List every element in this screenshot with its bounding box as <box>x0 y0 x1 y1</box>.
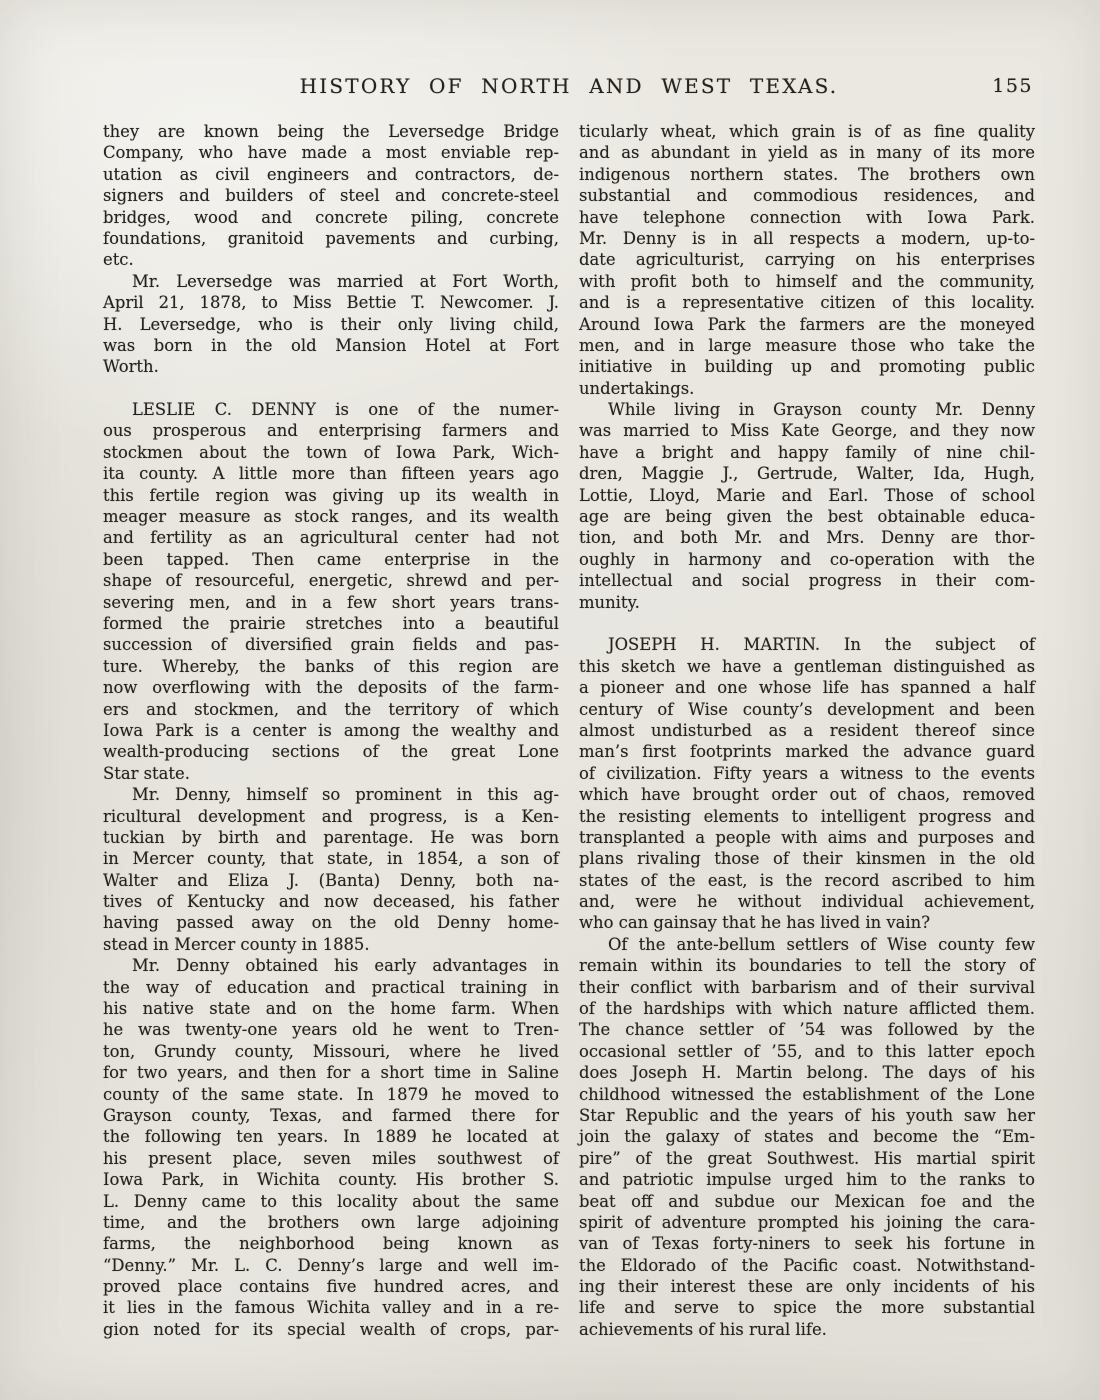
text-line: man’s first footprints marked the advance guard <box>579 742 1035 762</box>
paragraph <box>103 271 559 378</box>
text-line: the following ten years. In 1889 he located at <box>103 1127 559 1147</box>
text-line: spirit of adventure prompted his joining the cara- <box>579 1212 1035 1232</box>
text-line: While living in Grayson county Mr. Denny <box>608 400 1035 420</box>
text-line: ing their interest these are only incidents of his <box>579 1277 1035 1297</box>
text-line: intellectual and social progress in their com- <box>579 571 1035 591</box>
text-line: H. Leversedge, who is their only living child, <box>103 314 559 334</box>
text-line: beat off and subdue our Mexican foe and the <box>579 1191 1035 1211</box>
text-line: Grayson county, Texas, and farmed there for <box>103 1105 559 1125</box>
text-line: proved place contains five hundred acres, and <box>103 1277 559 1297</box>
text-line: and as abundant in yield as in many of its more <box>579 143 1035 163</box>
text-line: having passed away on the old Denny home- <box>103 913 559 933</box>
text-line: “Denny.” Mr. L. C. Denny’s large and well im- <box>103 1255 559 1275</box>
text-line: the Eldorado of the Pacific coast. Notwithstand- <box>579 1255 1035 1275</box>
text-line: meager measure as stock ranges, and its wealth <box>103 507 559 527</box>
paragraph <box>579 634 1035 933</box>
text-line: and, were he without individual achievement, <box>579 892 1035 912</box>
text-line: he was twenty-one years old he went to Tren- <box>103 1020 559 1040</box>
text-line: tion, and both Mr. and Mrs. Denny are thor- <box>579 528 1035 548</box>
text-line: date agriculturist, carrying on his enterprises <box>579 250 1035 270</box>
text-line: indigenous northern states. The brothers own <box>579 164 1035 184</box>
text-line: was married to Miss Kate George, and they now <box>579 421 1035 441</box>
text-line: Star state. <box>103 763 190 783</box>
text-line: dren, Maggie J., Gertrude, Walter, Ida, Hugh, <box>579 464 1035 484</box>
text-line: almost undisturbed as a resident thereof since <box>579 720 1035 740</box>
text-line: utation as civil engineers and contractors, de- <box>103 164 559 184</box>
text-line: and patriotic impulse urged him to the ranks to <box>579 1170 1035 1190</box>
text-line: his present place, seven miles southwest of <box>103 1148 559 1168</box>
left-column <box>103 121 559 1340</box>
text-line: states of the east, is the record ascribed to him <box>579 870 1035 890</box>
text-line: this sketch we have a gentleman distinguished as <box>579 656 1035 676</box>
text-line: wealth-producing sections of the great Lone <box>103 742 559 762</box>
paragraph <box>103 955 559 1340</box>
text-line: his native state and on the home farm. When <box>103 999 559 1019</box>
text-line: LESLIE C. DENNY is one of the numer- <box>132 400 559 420</box>
text-line: been tapped. Then came enterprise in the <box>103 549 559 569</box>
text-line: transplanted a people with aims and purposes and <box>579 827 1035 847</box>
text-line: achievements of his rural life. <box>579 1319 827 1339</box>
text-line: life and serve to spice the more substantial <box>579 1298 1035 1318</box>
text-line: Company, who have made a most enviable rep- <box>103 143 559 163</box>
text-line: Mr. Denny, himself so prominent in this ag- <box>132 785 559 805</box>
text-line: was born in the old Mansion Hotel at Fort <box>103 335 559 355</box>
text-line: does Joseph H. Martin belong. The days of his <box>579 1063 1035 1083</box>
text-line: munity. <box>579 592 640 612</box>
text-line: Mr. Denny is in all respects a modern, up-to- <box>579 228 1035 248</box>
text-line: now overflowing with the deposits of the farm- <box>103 678 559 698</box>
text-line: oughly in harmony and co-operation with the <box>579 549 1035 569</box>
text-line: farms, the neighborhood being known as <box>103 1234 559 1254</box>
text-line: pire” of the great Southwest. His martial spirit <box>579 1148 1035 1168</box>
text-line: shape of resourceful, energetic, shrewd and per- <box>103 571 559 591</box>
text-line: foundations, granitoid pavements and curbing, <box>103 228 559 248</box>
text-line: the resisting elements to intelligent progress and <box>579 806 1035 826</box>
text-line: ticularly wheat, which grain is of as fine quality <box>579 122 1035 141</box>
text-line: Of the ante-bellum settlers of Wise county few <box>608 934 1035 954</box>
paragraph <box>579 934 1035 1340</box>
text-line: Mr. Leversedge was married at Fort Worth, <box>132 271 559 291</box>
text-line: Worth. <box>103 357 159 377</box>
text-line: it lies in the famous Wichita valley and in a re- <box>103 1298 559 1318</box>
text-line: which have brought order out of chaos, removed <box>579 785 1035 805</box>
text-line: who can gainsay that he has lived in vain? <box>579 913 930 933</box>
text-line: stead in Mercer county in 1885. <box>103 934 370 954</box>
text-line: initiative in building up and promoting public <box>579 357 1035 377</box>
text-line: their conflict with barbarism and of their survival <box>579 977 1035 997</box>
text-line: century of Wise county’s development and been <box>579 699 1035 719</box>
text-line: time, and the brothers own large adjoining <box>103 1212 559 1232</box>
text-line: Around Iowa Park the farmers are the moneyed <box>579 314 1035 334</box>
right-column <box>579 121 1035 1340</box>
text-line: remain within its boundaries to tell the story of <box>579 956 1035 976</box>
text-line: with profit both to himself and the community, <box>579 271 1035 291</box>
text-line: occasional settler of ’55, and to this latter epoch <box>579 1041 1035 1061</box>
page-title: HISTORY OF NORTH AND WEST TEXAS. <box>299 74 839 98</box>
text-line: van of Texas forty-niners to seek his fortune in <box>579 1234 1035 1254</box>
text-line: signers and builders of steel and concrete-steel <box>103 186 559 206</box>
text-line: of civilization. Fifty years a witness to the events <box>579 763 1035 783</box>
text-line: ous prosperous and enterprising farmers and <box>103 421 559 441</box>
text-line: severing men, and in a few short years trans- <box>103 592 559 612</box>
text-line: undertakings. <box>579 378 695 398</box>
text-line: Iowa Park, in Wichita county. His brother S. <box>103 1170 559 1190</box>
text-line: formed the prairie stretches into a beautiful <box>103 613 559 633</box>
text-line: a pioneer and one whose life has spanned a half <box>579 678 1035 698</box>
text-line: Walter and Eliza J. (Banta) Denny, both na- <box>103 870 559 890</box>
text-line: the way of education and practical training in <box>103 977 559 997</box>
text-line: ers and stockmen, and the territory of which <box>103 699 559 719</box>
paragraph <box>103 784 559 955</box>
paragraph <box>103 399 559 784</box>
text-line: join the galaxy of states and become the “Em- <box>579 1127 1035 1147</box>
text-line: have telephone connection with Iowa Park. <box>579 207 1035 227</box>
text-line: age are being given the best obtainable educa- <box>579 507 1035 527</box>
paragraph <box>579 121 1035 399</box>
text-line: JOSEPH H. MARTIN. In the subject of <box>608 635 1035 655</box>
text-line: they are known being the Leversedge Bridge <box>103 122 559 141</box>
text-line: gion noted for its special wealth of crops, par- <box>103 1319 559 1339</box>
text-line: Lottie, Lloyd, Marie and Earl. Those of school <box>579 485 1035 505</box>
text-line: tuckian by birth and parentage. He was born <box>103 827 559 847</box>
text-line: ton, Grundy county, Missouri, where he lived <box>103 1041 559 1061</box>
text-line: and is a representative citizen of this locality. <box>579 293 1035 313</box>
text-line: The chance settler of ’54 was followed by the <box>579 1020 1035 1040</box>
text-line: tives of Kentucky and now deceased, his father <box>103 892 559 912</box>
text-line: ture. Whereby, the banks of this region are <box>103 656 559 676</box>
text-line: bridges, wood and concrete piling, concrete <box>103 207 559 227</box>
text-line: for two years, and then for a short time in Saline <box>103 1063 559 1083</box>
text-line: this fertile region was giving up its wealth in <box>103 485 559 505</box>
paragraph <box>103 121 559 271</box>
text-line: etc. <box>103 250 134 270</box>
paragraph <box>579 399 1035 613</box>
text-line: Mr. Denny obtained his early advantages in <box>132 956 559 976</box>
text-line: childhood witnessed the establishment of the Lone <box>579 1084 1035 1104</box>
text-line: and fertility as an agricultural center had not <box>103 528 559 548</box>
text-line: of the hardships with which nature afflicted them. <box>579 999 1035 1019</box>
text-line: county of the same state. In 1879 he moved to <box>103 1084 559 1104</box>
text-line: substantial and commodious residences, and <box>579 186 1035 206</box>
text-line: ita county. A little more than fifteen years ago <box>103 464 559 484</box>
text-line: succession of diversified grain fields and pas- <box>103 635 559 655</box>
text-line: have a bright and happy family of nine chil- <box>579 442 1035 462</box>
text-columns <box>103 121 1035 1340</box>
text-line: plans rivaling those of their kinsmen in the old <box>579 849 1035 869</box>
page-header <box>103 74 1035 108</box>
text-line: Star Republic and the years of his youth saw her <box>579 1105 1035 1125</box>
text-line: men, and in large measure those who take the <box>579 335 1035 355</box>
text-line: April 21, 1878, to Miss Bettie T. Newcomer. J. <box>103 293 559 313</box>
text-line: L. Denny came to this locality about the same <box>103 1191 559 1211</box>
page-number: 155 <box>992 75 1033 97</box>
text-line: ricultural development and progress, is a Ken- <box>103 806 559 826</box>
text-line: in Mercer county, that state, in 1854, a son of <box>103 849 559 869</box>
text-line: Iowa Park is a center is among the wealthy and <box>103 720 559 740</box>
text-line: stockmen about the town of Iowa Park, Wich- <box>103 442 559 462</box>
